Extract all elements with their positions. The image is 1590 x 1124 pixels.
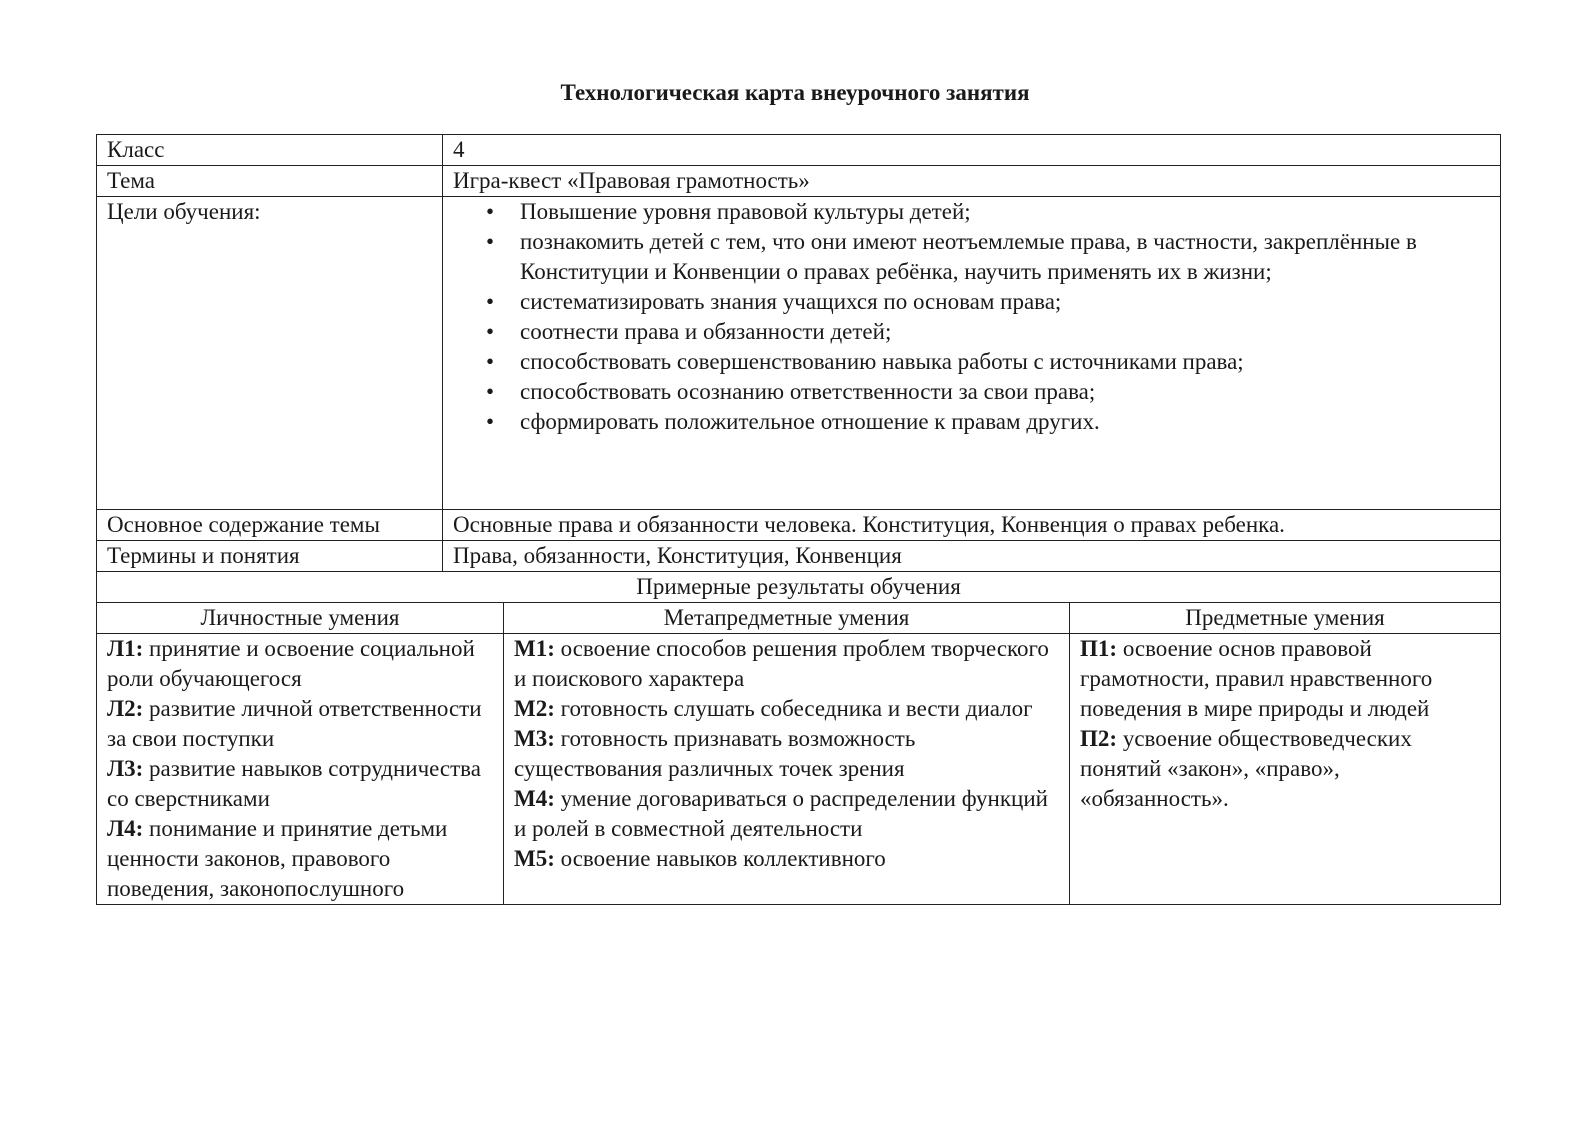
skill-item	[1080, 634, 1490, 724]
skill-code: М4:	[514, 786, 555, 811]
skill-code: М3:	[514, 726, 555, 751]
skill-text: развитие личной ответственности за свои поступки	[107, 696, 482, 751]
metasubject-skills-header: Метапредметные умения	[504, 603, 1070, 634]
skill-item	[107, 754, 493, 814]
goal-item: • способствовать осознанию ответственности за свои права;	[520, 377, 1490, 407]
row-topic	[97, 166, 1501, 197]
skill-text: усвоение обществоведческих понятий «закон», «право», «обязанность».	[1080, 726, 1412, 811]
goal-item: • способствовать совершенствованию навыка работы с источниками права;	[520, 347, 1490, 377]
results-heading: Примерные результаты обучения	[97, 572, 1501, 603]
goals-value	[443, 197, 1501, 510]
page-title: Технологическая карта внеурочного занятия	[560, 80, 1030, 105]
skill-code: М2:	[514, 696, 555, 721]
lesson-plan-table	[96, 134, 1501, 905]
skill-code: М5:	[514, 846, 555, 871]
skill-item	[1080, 724, 1490, 814]
row-results-items	[97, 634, 1501, 905]
terms-label: Термины и понятия	[97, 541, 443, 572]
terms-value: Права, обязанности, Конституция, Конвенция	[443, 541, 1501, 572]
row-terms	[97, 541, 1501, 572]
skill-text: освоение основ правовой грамотности, правил нравственного поведения в мире природы и людей	[1080, 636, 1433, 721]
skill-code: П1:	[1080, 636, 1118, 661]
skill-item	[107, 814, 493, 904]
personal-skills-header: Личностные умения	[97, 603, 504, 634]
goal-item: • сформировать положительное отношение к правам других.	[520, 407, 1490, 437]
grade-label: Класс	[97, 135, 443, 166]
skill-code: П2:	[1080, 726, 1118, 751]
goal-item: • Повышение уровня правовой культуры детей;	[520, 197, 1490, 227]
content-value: Основные права и обязанности человека. Конституция, Конвенция о правах ребенка.	[443, 510, 1501, 541]
row-content	[97, 510, 1501, 541]
skill-code: Л4:	[107, 816, 144, 841]
skill-text: принятие и освоение социальной роли обучающегося	[107, 636, 475, 691]
skill-item	[514, 634, 1059, 694]
skill-item	[514, 844, 1059, 874]
skill-text: освоение навыков коллективного	[560, 846, 886, 871]
skill-item	[107, 634, 493, 694]
skill-code: М1:	[514, 636, 555, 661]
topic-label: Тема	[97, 166, 443, 197]
grade-value: 4	[443, 135, 1501, 166]
topic-value: Игра-квест «Правовая грамотность»	[443, 166, 1501, 197]
skill-item	[107, 694, 493, 754]
row-grade	[97, 135, 1501, 166]
subject-skills-cell	[1070, 634, 1501, 905]
skill-item	[514, 694, 1059, 724]
metasubject-skills-cell	[504, 634, 1070, 905]
skill-text: умение договариваться о распределении функций и ролей в совместной деятельности	[514, 786, 1048, 841]
goal-item: • познакомить детей с тем, что они имеют неотъемлемые права, в частности, закреплённые в Конституции и Конвенции о правах ребёнка, научить применять их в жизни;	[520, 227, 1490, 287]
personal-skills-cell	[97, 634, 504, 905]
skill-item	[514, 784, 1059, 844]
row-results-columns	[97, 603, 1501, 634]
skill-item	[514, 724, 1059, 784]
row-results-heading	[97, 572, 1501, 603]
skill-text: готовность признавать возможность существования различных точек зрения	[514, 726, 916, 781]
skill-text: освоение способов решения проблем творческого и поискового характера	[514, 636, 1049, 691]
goal-item: • систематизировать знания учащихся по основам права;	[520, 287, 1490, 317]
content-label: Основное содержание темы	[97, 510, 443, 541]
skill-text: развитие навыков сотрудничества со сверстниками	[107, 756, 481, 811]
goals-label: Цели обучения:	[97, 197, 443, 510]
skill-code: Л1:	[107, 636, 144, 661]
row-goals	[97, 197, 1501, 510]
skill-code: Л2:	[107, 696, 144, 721]
goals-list	[453, 197, 1490, 437]
skill-code: Л3:	[107, 756, 144, 781]
skill-text: понимание и принятие детьми ценности законов, правового поведения, законопослушного	[107, 816, 448, 901]
subject-skills-header: Предметные умения	[1070, 603, 1501, 634]
skill-text: готовность слушать собеседника и вести диалог	[560, 696, 1033, 721]
goal-item: • соотнести права и обязанности детей;	[520, 317, 1490, 347]
